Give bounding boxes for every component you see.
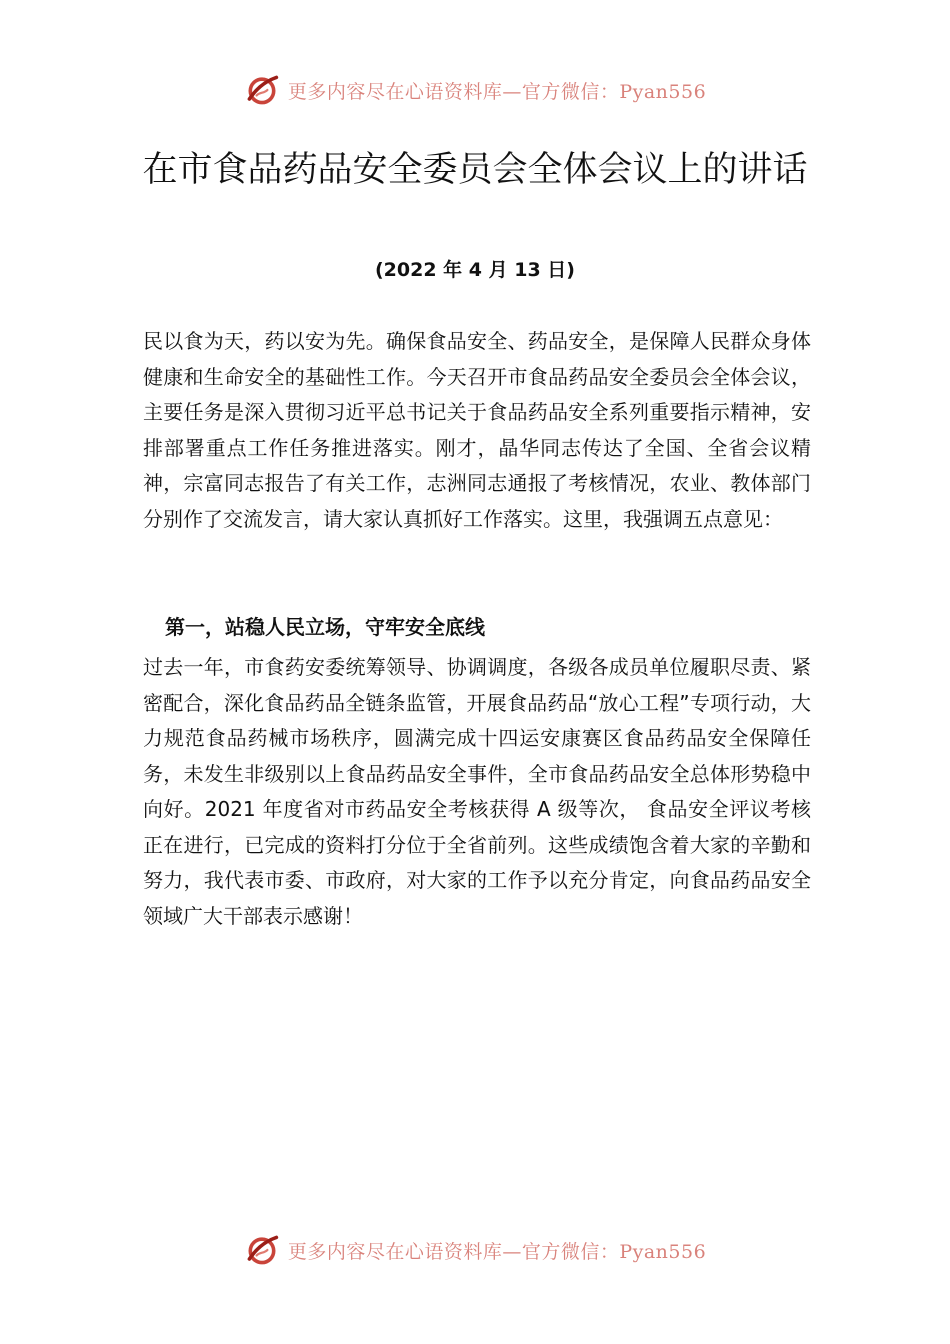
watermark-banner-bottom [0, 1232, 950, 1268]
section-1-paragraph: 过去一年，市食药安委统筹领导、协调调度，各级各成员单位履职尽责、紧密配合，深化食品药品全链条监管，开展食品药品“放心工程”专项行动，大力规范食品药械市场秩序，圆满完成十四运安康赛区食品药品安全保障任务，未发生非级别以上食品药品安全事件，全市食品药品安全总体形势稳中向好。2021 年度省对市药品安全考核获得 A 级等次， 食品安全评议考核正在进行，已完成的资料打分位于全省前列。这些成绩饱含着大家的辛勤和努力，我代表市委、市政府，对大家的工作予以充分肯定，向食品药品安全领域广大干部表示感谢！ [143, 655, 811, 928]
document-title: 在市食品药品安全委员会全体会议上的讲话 [142, 150, 808, 190]
intro-paragraph: 民以食为天，药以安为先。确保食品安全、药品安全，是保障人民群众身体健康和生命安全的基础性工作。今天召开市食品药品安全委员会全体会议，主要任务是深入贯彻习近平总书记关于食品药品安全系列重要指示精神，安排部署重点工作任务推进落实。刚才，晶华同志传达了全国、全省会议精神，宗富同志报告了有关工作，志洲同志通报了考核情况，农业、教体部门分别作了交流发言，请大家认真抓好工作落实。这里，我强调五点意见： [143, 329, 811, 531]
watermark-text: 更多内容尽在心语资料库—官方微信：Pyan556 [287, 1240, 707, 1263]
watermark-banner-top [0, 72, 950, 108]
section-1-heading: 第一，站稳人民立场，守牢安全底线 [165, 615, 485, 639]
brush-swirl-logo-icon [244, 1232, 280, 1268]
watermark-text: 更多内容尽在心语资料库—官方微信：Pyan556 [287, 80, 707, 103]
document-date: (2022 年 4 月 13 日) [375, 259, 575, 281]
brush-swirl-logo-icon [244, 72, 280, 108]
